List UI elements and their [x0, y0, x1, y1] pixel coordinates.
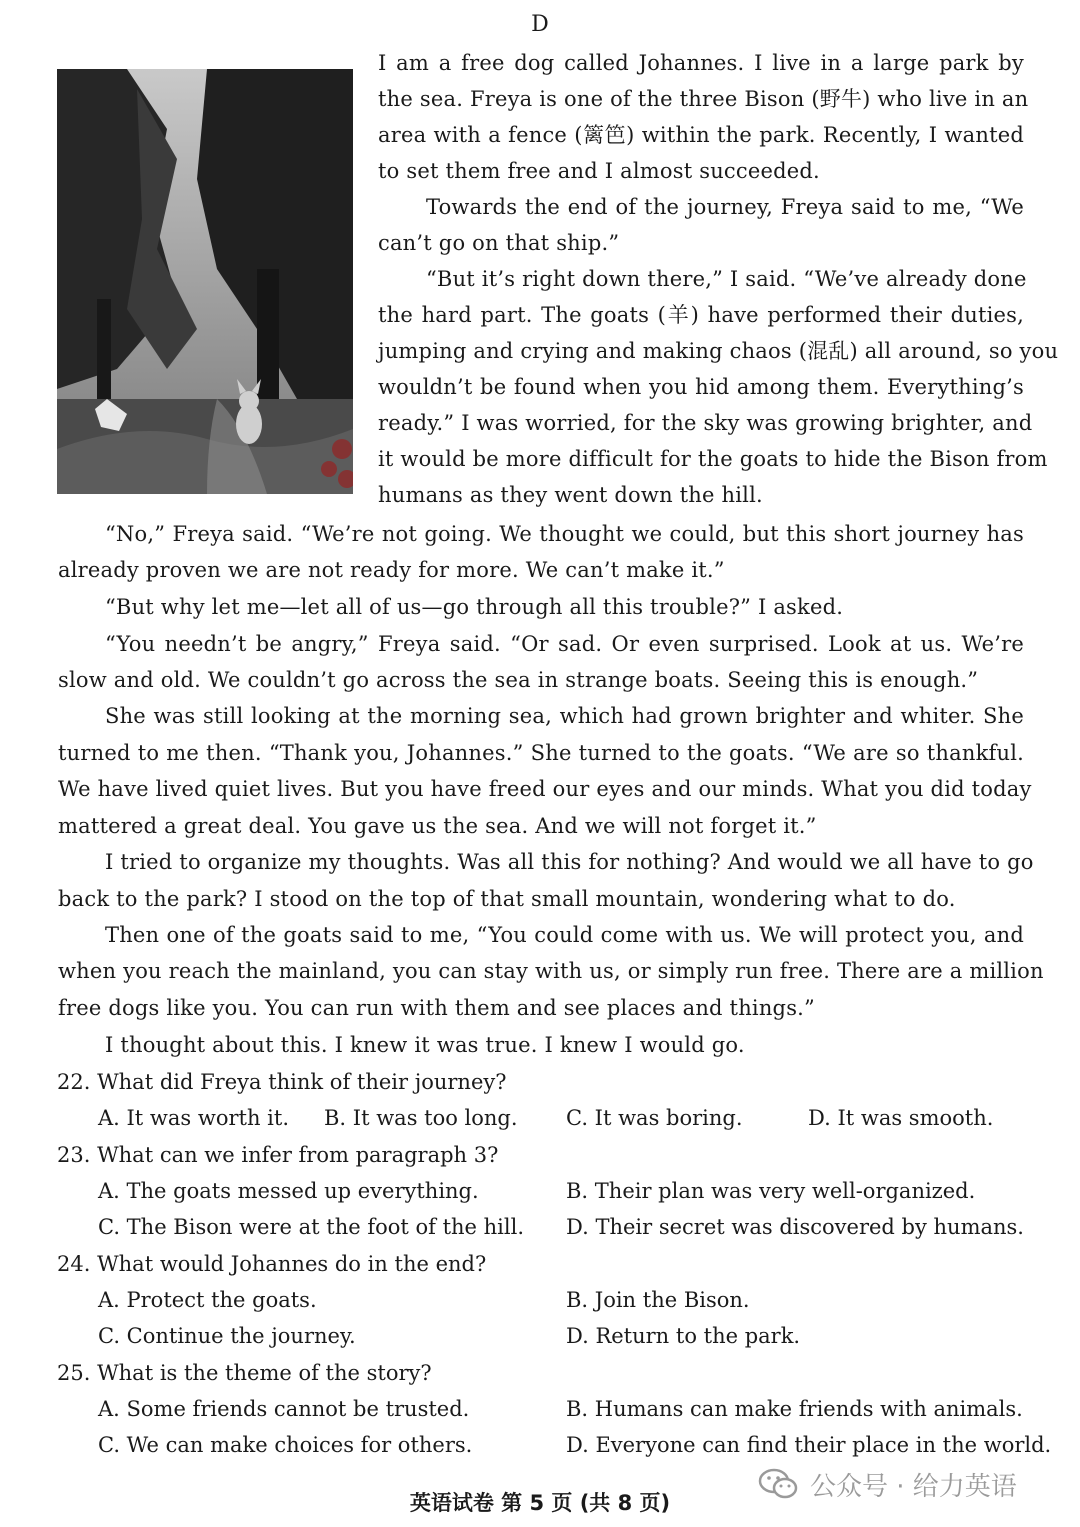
passage-line: ready.” I was worried, for the sky was growing brighter, and [378, 411, 1033, 435]
watermark-text: 公众号 · 给力英语 [810, 1471, 1017, 1502]
wechat-icon [758, 1467, 800, 1501]
passage-line: slow and old. We couldn’t go across the sea in strange boats. Seeing this is enough.” [58, 668, 979, 692]
answer-option[interactable]: C. We can make choices for others. [98, 1433, 473, 1457]
question-stem: 25. What is the theme of the story? [57, 1361, 432, 1385]
passage-line: She was still looking at the morning sea, which had grown brighter and whiter. She [105, 704, 1024, 728]
answer-option[interactable]: B. Their plan was very well-organized. [566, 1179, 976, 1203]
passage-line: “You needn’t be angry,” Freya said. “Or sad. Or even surprised. Look at us. We’re [105, 632, 1024, 656]
passage-line: the sea. Freya is one of the three Bison (野牛) who live in an [378, 87, 1029, 111]
passage-line: the hard part. The goats (羊) have performed their duties, [378, 303, 1024, 327]
passage-line: free dogs like you. You can run with them and see places and things.” [58, 996, 815, 1020]
passage-line: mattered a great deal. You gave us the sea. And we will not forget it.” [58, 814, 817, 838]
passage-line: to set them free and I almost succeeded. [378, 159, 820, 183]
passage-line: humans as they went down the hill. [378, 483, 763, 507]
answer-option[interactable]: D. Return to the park. [566, 1324, 801, 1348]
passage-line: “No,” Freya said. “We’re not going. We thought we could, but this short journey has [105, 522, 1024, 546]
passage-line: “But why let me—let all of us—go through all this trouble?” I asked. [105, 595, 844, 619]
answer-option[interactable]: D. It was smooth. [808, 1106, 994, 1130]
passage-line: already proven we are not ready for more. We can’t make it.” [58, 558, 725, 582]
passage-line: Towards the end of the journey, Freya said to me, “We [426, 195, 1024, 219]
passage-line: turned to me then. “Thank you, Johannes.” She turned to the goats. “We are so thankful. [58, 741, 1024, 765]
passage-line: I thought about this. I knew it was true. I knew I would go. [105, 1033, 745, 1057]
answer-option[interactable]: C. The Bison were at the foot of the hill. [98, 1215, 524, 1239]
passage-line: I tried to organize my thoughts. Was all this for nothing? And would we all have to go [105, 850, 1034, 874]
forest-dog-illustration [57, 69, 353, 494]
passage-line: back to the park? I stood on the top of that small mountain, wondering what to do. [58, 887, 956, 911]
passage-line: wouldn’t be found when you hid among them. Everything’s [378, 375, 1024, 399]
answer-option[interactable]: D. Their secret was discovered by humans. [566, 1215, 1024, 1239]
passage-line: jumping and crying and making chaos (混乱) all around, so you [378, 339, 1059, 363]
passage-line: it would be more difficult for the goats to hide the Bison from [378, 447, 1048, 471]
question-stem: 23. What can we infer from paragraph 3? [57, 1143, 499, 1167]
passage-line: area with a fence (篱笆) within the park. Recently, I wanted [378, 123, 1024, 147]
answer-option[interactable]: A. Protect the goats. [98, 1288, 317, 1312]
answer-option[interactable]: A. The goats messed up everything. [98, 1179, 479, 1203]
question-stem: 22. What did Freya think of their journey? [57, 1070, 507, 1094]
passage-line: We have lived quiet lives. But you have freed our eyes and our minds. What you did today [58, 777, 1032, 801]
answer-option[interactable]: B. Humans can make friends with animals. [566, 1397, 1023, 1421]
answer-option[interactable]: C. Continue the journey. [98, 1324, 356, 1348]
passage-line: can’t go on that ship.” [378, 231, 620, 255]
answer-option[interactable]: A. It was worth it. [98, 1106, 289, 1130]
answer-option[interactable]: B. Join the Bison. [566, 1288, 750, 1312]
page-footer: 英语试卷 第 5 页 (共 8 页) [409, 1491, 671, 1515]
passage-line: “But it’s right down there,” I said. “We’ve already done [426, 267, 1027, 291]
section-letter: D [531, 12, 549, 37]
answer-option[interactable]: B. It was too long. [324, 1106, 518, 1130]
question-stem: 24. What would Johannes do in the end? [57, 1252, 487, 1276]
answer-option[interactable]: A. Some friends cannot be trusted. [98, 1397, 470, 1421]
passage-line: Then one of the goats said to me, “You could come with us. We will protect you, and [105, 923, 1024, 947]
answer-option[interactable]: D. Everyone can find their place in the world. [566, 1433, 1052, 1457]
passage-line: when you reach the mainland, you can stay with us, or simply run free. There are a million [58, 959, 1044, 983]
answer-option[interactable]: C. It was boring. [566, 1106, 743, 1130]
passage-line: I am a free dog called Johannes. I live in a large park by [378, 51, 1024, 75]
watermark [758, 1464, 1017, 1504]
